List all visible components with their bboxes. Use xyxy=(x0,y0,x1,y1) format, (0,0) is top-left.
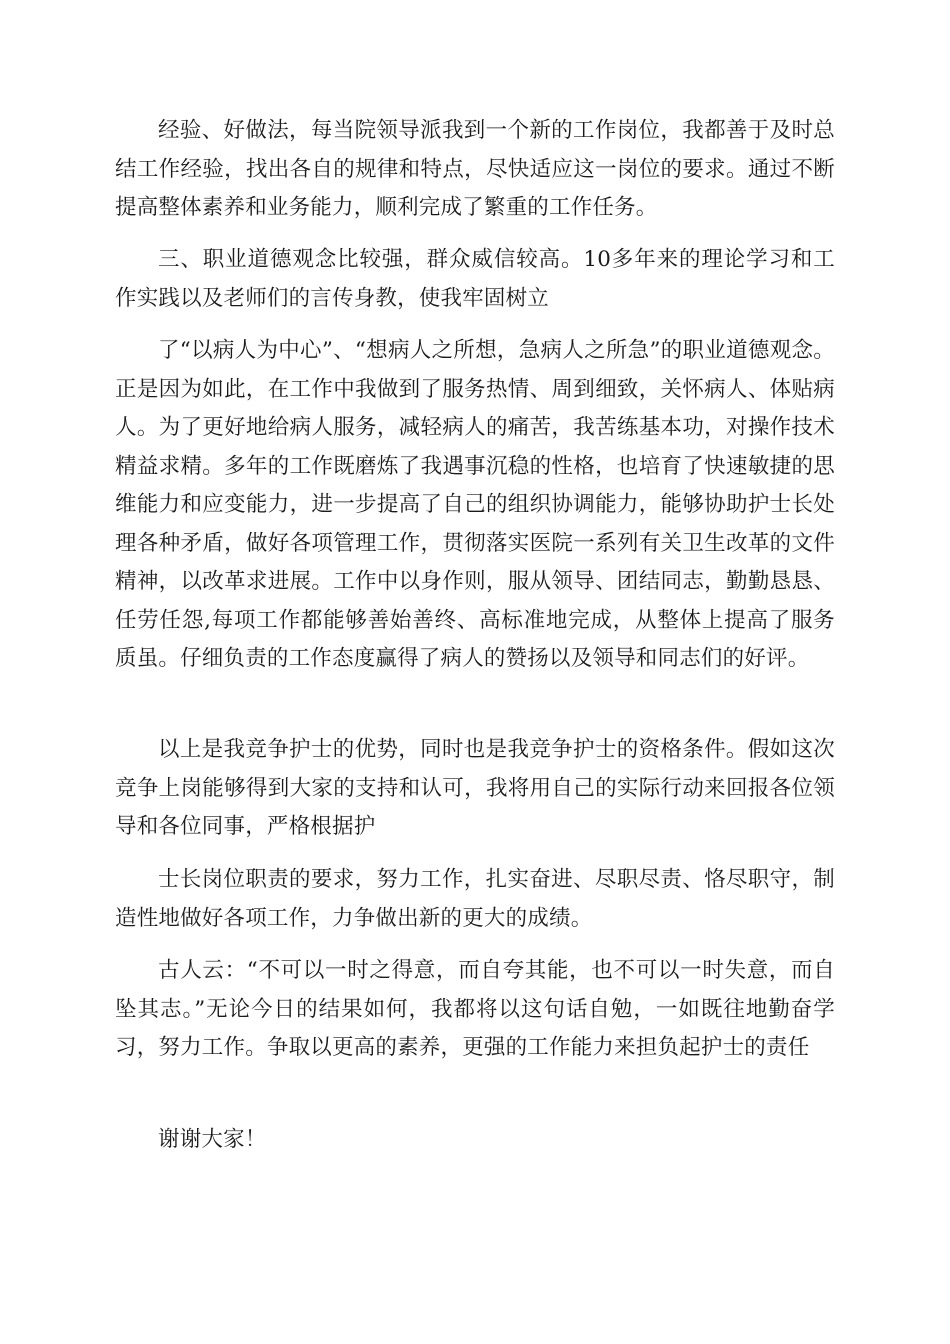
paragraph-commitment: 士长岗位职责的要求，努力工作，扎实奋进、尽职尽责、恪尽职守，制造性地做好各项工作，力争做出新的更大的成绩。 xyxy=(115,867,835,931)
paragraph-qualifications: 以上是我竞争护士的优势，同时也是我竞争护士的资格条件。假如这次竞争上岗能够得到大家的支持和认可，我将用自己的实际行动来回报各位领导和各位同事，严格根据护 xyxy=(115,737,835,839)
paragraph-ancient-quote: 古人云：“不可以一时之得意，而自夸其能，也不可以一时失意，而自坠其志。”无论今日的结果如何，我都将以这句话自勉，一如既往地勤奋学习，努力工作。争取以更高的素养，更强的工作能力来担负起护士的责任 xyxy=(115,958,835,1060)
paragraph-experience: 经验、好做法，每当院领导派我到一个新的工作岗位，我都善于及时总结工作经验，找出各自的规律和特点，尽快适应这一岗位的要求。通过不断提高整体素养和业务能力，顺利完成了繁重的工作任务。 xyxy=(115,118,835,220)
paragraph-professional-ethics: 了“以病人为中心”、“想病人之所想，急病人之所急”的职业道德观念。正是因为如此，在工作中我做到了服务热情、周到细致，关怀病人、体贴病人。为了更好地给病人服务，减轻病人的痛苦，我苦练基本功，对操作技术精益求精。多年的工作既磨炼了我遇事沉稳的性格，也培育了快速敏捷的思维能力和应变能力，进一步提高了自己的组织协调能力，能够协助护士长处理各种矛盾，做好各项管理工作，贯彻落实医院一系列有关卫生改革的文件精神，以改革求进展。工作中以身作则，服从领导、团结同志，勤勤恳恳、任劳任怨,每项工作都能够善始善终、高标准地完成，从整体上提高了服务质虽。仔细负责的工作态度赢得了病人的赞扬以及领导和同志们的好评。 xyxy=(115,338,835,671)
paragraph-section-three: 三、职业道德观念比较强，群众威信较高。10多年来的理论学习和工作实践以及老师们的言传身教，使我牢固树立 xyxy=(115,247,835,311)
paragraph-thanks: 谢谢大家！ xyxy=(158,1127,267,1152)
